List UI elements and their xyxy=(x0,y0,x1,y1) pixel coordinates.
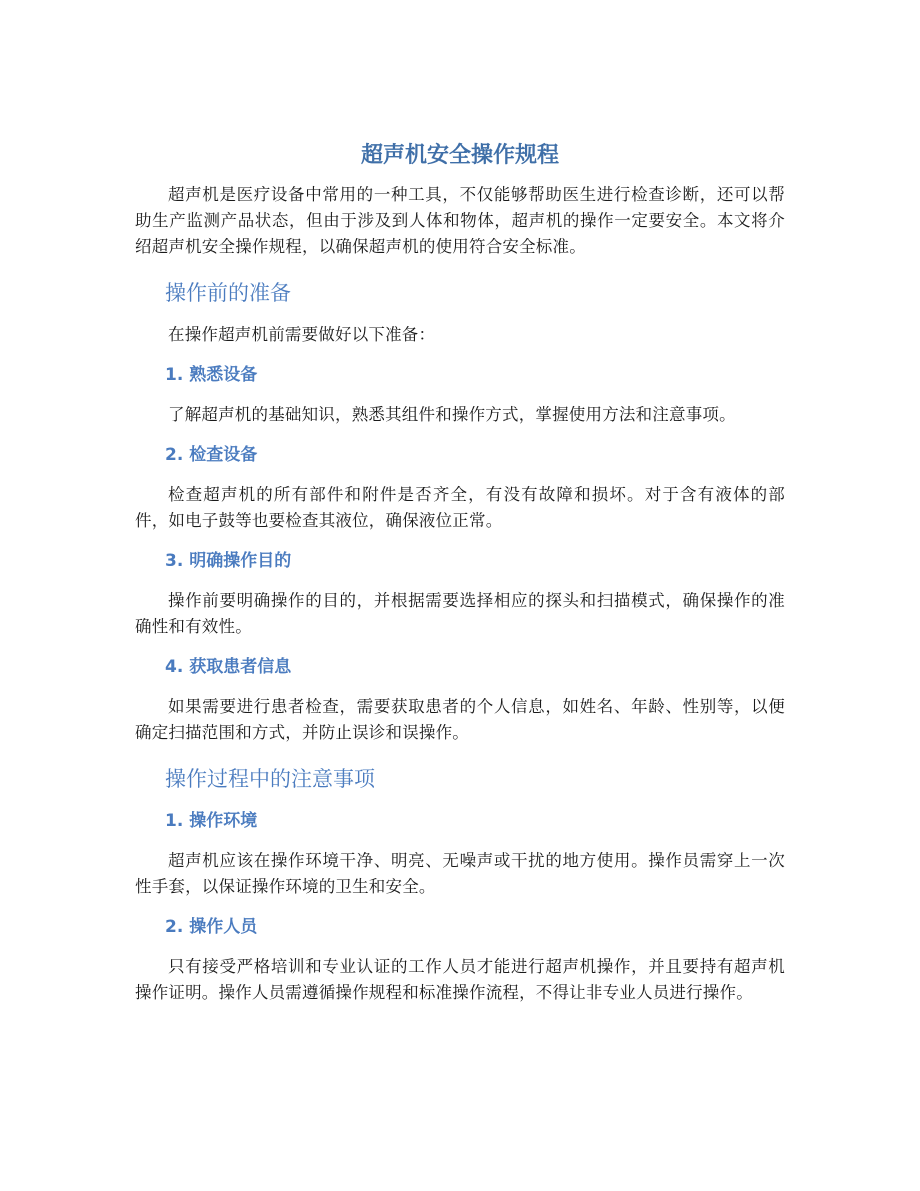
paragraph-operation-purpose: 操作前要明确操作的目的，并根据需要选择相应的探头和扫描模式，确保操作的准确性和有效性。 xyxy=(135,591,785,636)
subheading-operation-purpose: 3. 明确操作目的 xyxy=(165,551,292,571)
document-title: 超声机安全操作规程 xyxy=(360,143,559,168)
subheading-operating-environment: 1. 操作环境 xyxy=(165,811,258,831)
paragraph-patient-info: 如果需要进行患者检查，需要获取患者的个人信息，如姓名、年龄、性别等，以便确定扫描范围和方式，并防止误诊和误操作。 xyxy=(135,697,785,742)
subheading-patient-info: 4. 获取患者信息 xyxy=(165,657,292,677)
subheading-check-equipment: 2. 检查设备 xyxy=(165,445,258,465)
paragraph-check-equipment: 检查超声机的所有部件和附件是否齐全，有没有故障和损坏。对于含有液体的部件，如电子鼓等也要检查其液位，确保液位正常。 xyxy=(135,485,785,530)
section-heading-precautions: 操作过程中的注意事项 xyxy=(165,767,375,791)
section-lead-preparation: 在操作超声机前需要做好以下准备： xyxy=(168,325,436,344)
intro-paragraph: 超声机是医疗设备中常用的一种工具，不仅能够帮助医生进行检查诊断，还可以帮助生产监测产品状态，但由于涉及到人体和物体，超声机的操作一定要安全。本文将介绍超声机安全操作规程，以确保超声机的使用符合安全标准。 xyxy=(135,185,785,256)
subheading-familiarize-equipment: 1. 熟悉设备 xyxy=(165,365,258,385)
subheading-operators: 2. 操作人员 xyxy=(165,917,258,937)
document-content xyxy=(135,140,785,1006)
paragraph-operators: 只有接受严格培训和专业认证的工作人员才能进行超声机操作，并且要持有超声机操作证明。操作人员需遵循操作规程和标准操作流程，不得让非专业人员进行操作。 xyxy=(135,957,785,1002)
section-heading-preparation: 操作前的准备 xyxy=(165,281,291,305)
paragraph-operating-environment: 超声机应该在操作环境干净、明亮、无噪声或干扰的地方使用。操作员需穿上一次性手套，以保证操作环境的卫生和安全。 xyxy=(135,851,785,896)
paragraph-familiarize-equipment: 了解超声机的基础知识，熟悉其组件和操作方式，掌握使用方法和注意事项。 xyxy=(168,405,736,424)
